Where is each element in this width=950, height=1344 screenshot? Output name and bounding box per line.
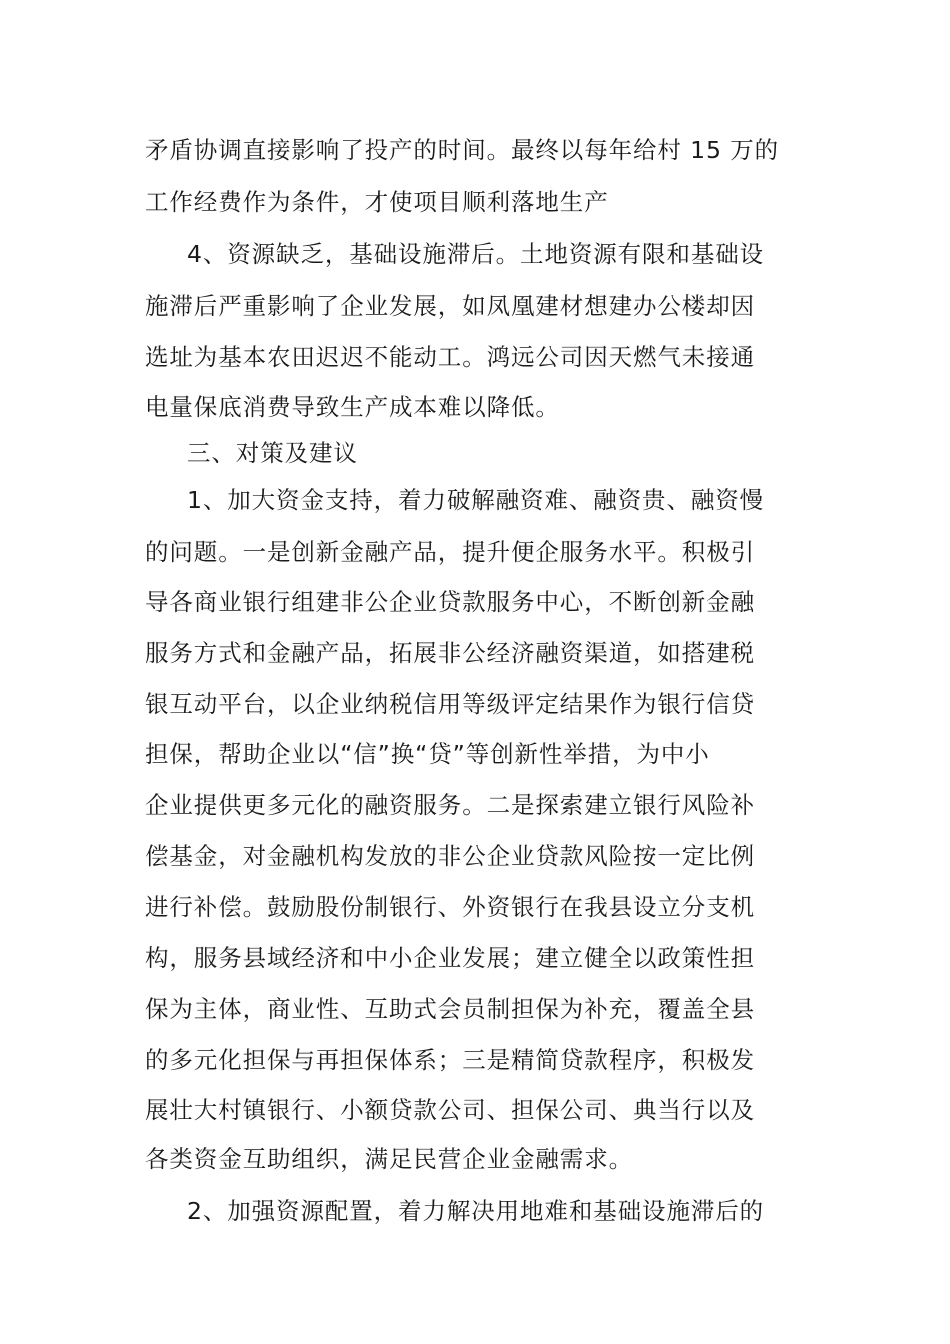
paragraph-heading-2: 2、加强资源配置，着力解决用地难和基础设施滞后的 bbox=[187, 1197, 765, 1225]
paragraph-heading-4: 4、资源缺乏，基础设施滞后。土地资源有限和基础设 bbox=[187, 240, 765, 268]
text-line: 银互动平台，以企业纳税信用等级评定结果作为银行信贷 bbox=[145, 690, 755, 718]
text-line: 展壮大村镇银行、小额贷款公司、担保公司、典当行以及 bbox=[145, 1096, 755, 1124]
text-line: 各类资金互助组织，满足民营企业金融需求。 bbox=[145, 1145, 633, 1173]
text-line: 担保，帮助企业以“信”换“贷”等创新性举措，为中小 bbox=[145, 740, 710, 768]
text-line: 进行补偿。鼓励股份制银行、外资银行在我县设立分支机 bbox=[145, 893, 755, 921]
text-line: 构，服务县域经济和中小企业发展；建立健全以政策性担 bbox=[145, 944, 755, 972]
text-line: 偿基金，对金融机构发放的非公企业贷款风险按一定比例 bbox=[145, 842, 755, 870]
text-line: 选址为基本农田迟迟不能动工。鸿远公司因天燃气未接通 bbox=[145, 343, 755, 371]
paragraph-heading-1: 1、加大资金支持，着力破解融资难、融资贵、融资慢 bbox=[187, 486, 765, 514]
text-line: 工作经费作为条件，才使项目顺利落地生产 bbox=[145, 188, 609, 216]
section-heading: 三、对策及建议 bbox=[187, 439, 358, 467]
text-line: 企业提供更多元化的融资服务。二是探索建立银行风险补 bbox=[145, 791, 755, 819]
text-line: 电量保底消费导致生产成本难以降低。 bbox=[145, 393, 560, 421]
text-line: 施滞后严重影响了企业发展，如凤凰建材想建办公楼却因 bbox=[145, 292, 755, 320]
text-line: 矛盾协调直接影响了投产的时间。最终以每年给村 15 万的 bbox=[145, 136, 780, 164]
text-line: 服务方式和金融产品，拓展非公经济融资渠道，如搭建税 bbox=[145, 639, 755, 667]
text-line: 的多元化担保与再担保体系；三是精简贷款程序，积极发 bbox=[145, 1046, 755, 1074]
text-line: 导各商业银行组建非公企业贷款服务中心，不断创新金融 bbox=[145, 588, 755, 616]
text-line: 保为主体，商业性、互助式会员制担保为补充，覆盖全县 bbox=[145, 995, 755, 1023]
text-line: 的问题。一是创新金融产品，提升便企服务水平。积极引 bbox=[145, 538, 755, 566]
